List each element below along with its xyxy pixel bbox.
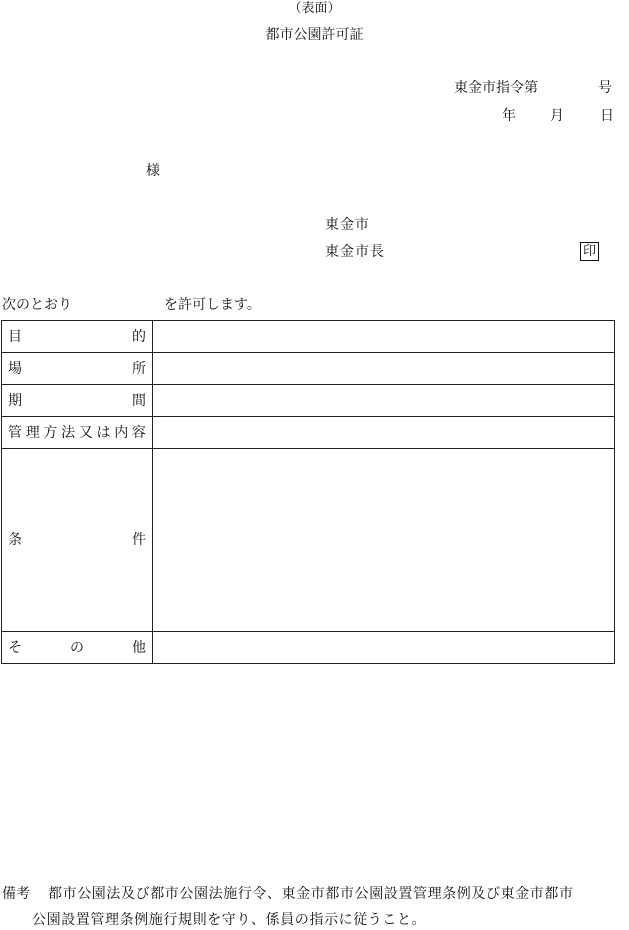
- row-label-char: 所: [132, 360, 146, 377]
- row-label-char: 容: [131, 424, 146, 441]
- row-label-char: 他: [132, 639, 146, 656]
- permit-number-prefix: 東金市指令第: [454, 80, 538, 96]
- row-label-char: 目: [8, 328, 22, 345]
- addressee-honorific: 様: [146, 163, 160, 179]
- remarks-line-2: 公園設置管理条例施行規則を守り、係員の指示に従うこと。: [32, 912, 427, 928]
- row-label-char: 件: [132, 532, 146, 548]
- intro-text-right: を許可します。: [164, 297, 261, 313]
- row-label-cell: [2, 417, 153, 449]
- seal-mark: 印: [580, 242, 599, 261]
- row-label-char: 的: [132, 328, 146, 345]
- row-label-cell: [2, 353, 153, 385]
- date-year-label: 年: [502, 108, 516, 124]
- row-label-char: 又: [78, 424, 93, 441]
- row-label-char: 法: [61, 424, 76, 441]
- row-label-cell: [2, 321, 153, 353]
- row-label: [8, 639, 146, 657]
- row-label: [8, 424, 146, 442]
- row-label: [8, 531, 146, 549]
- row-label-char: の: [70, 639, 84, 656]
- row-label-char: そ: [8, 639, 22, 656]
- table-row: [2, 632, 615, 664]
- row-label-char: 間: [132, 392, 146, 409]
- row-label-cell: [2, 385, 153, 417]
- row-label-char: 場: [8, 360, 22, 377]
- row-label-char: 内: [114, 424, 129, 441]
- remarks-heading: 備考: [2, 886, 30, 902]
- row-label-cell: [2, 632, 153, 664]
- row-label-char: 方: [43, 424, 58, 441]
- row-value-cell[interactable]: [153, 632, 615, 664]
- row-value-cell[interactable]: [153, 321, 615, 353]
- row-value-cell[interactable]: [153, 449, 615, 632]
- row-value-cell[interactable]: [153, 353, 615, 385]
- issuer-mayor: 東金市長: [325, 244, 385, 260]
- remarks-line-1: 都市公園法及び都市公園法施行令、東金市都市公園設置管理条例及び東金市都市: [48, 886, 574, 902]
- row-label-cell: [2, 449, 153, 632]
- table-row: [2, 449, 615, 632]
- row-label-char: 理: [25, 424, 40, 441]
- table-row: [2, 417, 615, 449]
- intro-text-left: 次のとおり: [2, 297, 72, 313]
- row-label-char: は: [96, 424, 111, 441]
- date-month-label: 月: [550, 108, 564, 124]
- row-label-char: 期: [8, 392, 22, 409]
- permit-number-suffix: 号: [598, 80, 612, 96]
- document-title: 都市公園許可証: [265, 27, 364, 43]
- row-label: [8, 328, 146, 346]
- row-label-char: 管: [8, 424, 22, 441]
- row-label: [8, 392, 146, 410]
- issuer-city: 東金市: [325, 217, 370, 233]
- row-label: [8, 360, 146, 378]
- row-value-cell[interactable]: [153, 385, 615, 417]
- date-day-label: 日: [600, 108, 614, 124]
- side-label: （表面）: [288, 1, 341, 16]
- table-row: [2, 385, 615, 417]
- table-row: [2, 353, 615, 385]
- row-label-char: 条: [8, 532, 22, 548]
- permit-details-table: [1, 320, 615, 664]
- row-value-cell[interactable]: [153, 417, 615, 449]
- table-row: [2, 321, 615, 353]
